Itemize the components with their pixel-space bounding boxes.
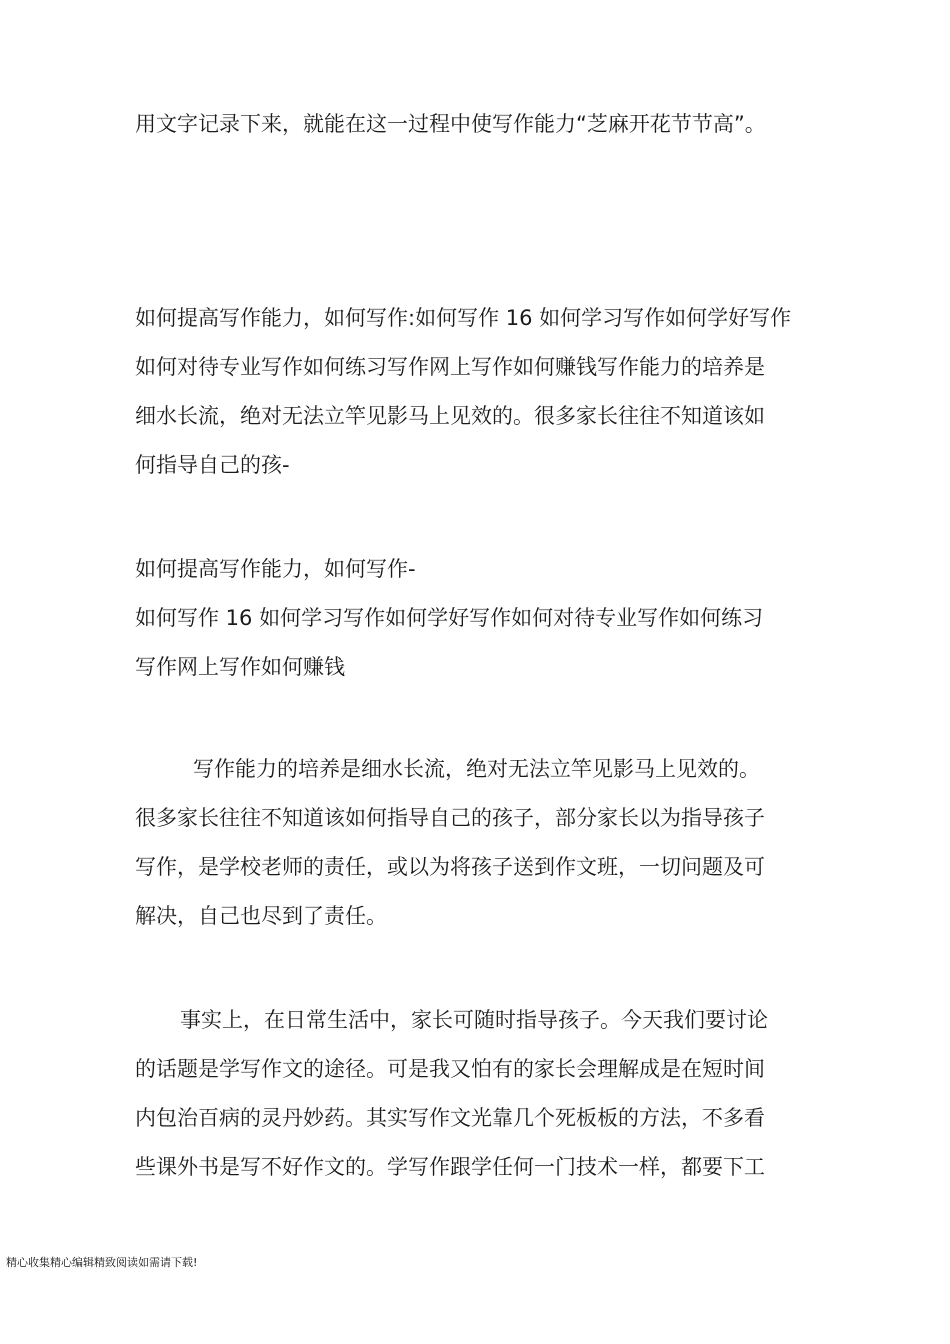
text-line: 何指导自己的孩- (135, 453, 290, 477)
intro-line: 用文字记录下来，就能在这一过程中使写作能力“芝麻开花节节高”。 (135, 112, 766, 136)
text-line: 如何对待专业写作如何练习写作网上写作如何赚钱写作能力的培养是 (135, 355, 765, 379)
text-line: 内包治百病的灵丹妙药。其实写作文光靠几个死板板的方法，不多看 (135, 1106, 765, 1130)
text-line: 写作，是学校老师的责任，或以为将孩子送到作文班，一切问题及可 (135, 855, 765, 879)
text-line: 些课外书是写不好作文的。学写作跟学任何一门技术一样，都要下工 (135, 1155, 765, 1179)
text-line: 细水长流，绝对无法立竿见影马上见效的。很多家长往往不知道该如 (135, 404, 765, 428)
text-line: 的话题是学写作文的途径。可是我又怕有的家长会理解成是在短时间 (135, 1057, 765, 1081)
text-line: 写作网上写作如何赚钱 (135, 655, 345, 679)
text-line: 很多家长往往不知道该如何指导自己的孩子，部分家长以为指导孩子 (135, 806, 765, 830)
text-line: 如何提高写作能力，如何写作- (135, 557, 416, 581)
text-line: 解决，自己也尽到了责任。 (135, 904, 387, 928)
page-footer: 精心收集精心编辑精致阅读如需请下载! (6, 1256, 198, 1269)
text-line: 写作能力的培养是细水长流，绝对无法立竿见影马上见效的。 (193, 757, 760, 781)
text-line: 事实上，在日常生活中，家长可随时指导孩子。今天我们要讨论 (180, 1008, 768, 1032)
text-line: 如何写作 16 如何学习写作如何学好写作如何对待专业写作如何练习 (135, 606, 764, 630)
text-line: 如何提高写作能力，如何写作:如何写作 16 如何学习写作如何学好写作 (135, 306, 792, 330)
